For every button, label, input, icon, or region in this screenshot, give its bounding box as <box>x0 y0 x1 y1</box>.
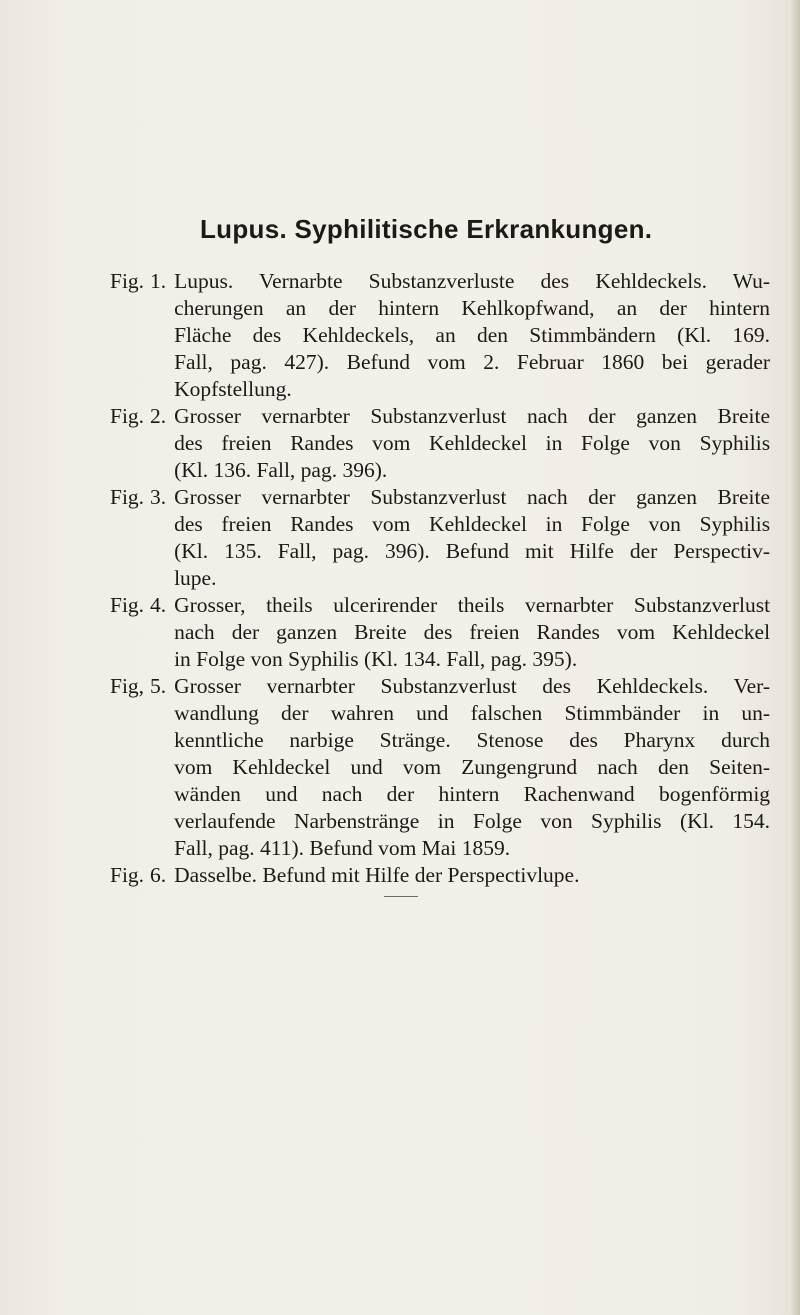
caption-line: kenntliche narbige Stränge. Stenose des Pharynx durch <box>174 728 771 752</box>
caption-line: des freien Randes vom Kehldeckel in Folge von Syphilis <box>174 431 771 455</box>
caption-line: Grosser vernarbter Substanzverlust des Kehldeckels. Ver- <box>174 674 771 698</box>
caption-line: Grosser, theils ulcerirender theils vernarbter Substanzverlust <box>174 593 771 617</box>
caption-line: cherungen an der hintern Kehlkopfwand, an der hintern <box>174 296 771 320</box>
figure-number: 5. <box>149 674 167 698</box>
caption-line: wandlung der wahren und falschen Stimmbänder in un- <box>174 701 771 725</box>
figure-label: Fig. <box>110 269 145 293</box>
caption-line: (Kl. 136. Fall, pag. 396). <box>174 458 388 482</box>
figure-description <box>174 484 770 592</box>
page-edge-shadow <box>790 0 800 1315</box>
figure-description <box>174 592 770 673</box>
figure-label: Fig. <box>110 404 145 428</box>
figure-caption-5 <box>110 673 770 862</box>
figure-label: Fig. <box>110 593 145 617</box>
figure-number: 4. <box>149 593 167 617</box>
caption-line: verlaufende Narbenstränge in Folge von Syphilis (Kl. 154. <box>174 809 771 833</box>
figure-description <box>174 403 770 484</box>
figure-caption-4 <box>110 592 770 673</box>
figure-caption-3 <box>110 484 770 592</box>
figure-number: 1. <box>149 269 167 293</box>
caption-line: Grosser vernarbter Substanzverlust nach der ganzen Breite <box>174 485 771 509</box>
figure-caption-2 <box>110 403 770 484</box>
caption-line: Fall, pag. 411). Befund vom Mai 1859. <box>174 836 511 860</box>
caption-line: vom Kehldeckel und vom Zungengrund nach den Seiten- <box>174 755 771 779</box>
caption-line: in Folge von Syphilis (Kl. 134. Fall, pag. 395). <box>174 647 578 671</box>
figure-captions-list <box>110 268 770 889</box>
caption-line: Grosser vernarbter Substanzverlust nach der ganzen Breite <box>174 404 771 428</box>
figure-description <box>174 862 770 889</box>
figure-label: Fig. <box>110 863 145 887</box>
figure-caption-6 <box>110 862 770 889</box>
figure-label: Fig, <box>110 674 145 698</box>
caption-line: (Kl. 135. Fall, pag. 396). Befund mit Hilfe der Perspectiv- <box>174 539 771 563</box>
figure-description <box>174 673 770 862</box>
caption-line: Kopfstellung. <box>174 377 292 401</box>
caption-line: wänden und nach der hintern Rachenwand bogenförmig <box>174 782 771 806</box>
caption-line: lupe. <box>174 566 217 590</box>
figure-description <box>174 268 770 403</box>
figure-number: 6. <box>149 863 167 887</box>
figure-number: 2. <box>149 404 167 428</box>
caption-line: Lupus. Vernarbte Substanzverluste des Kehldeckels. Wu- <box>174 269 771 293</box>
end-rule-divider <box>384 896 418 897</box>
caption-line: Fläche des Kehldeckels, an den Stimmbändern (Kl. 169. <box>174 323 771 347</box>
caption-line: nach der ganzen Breite des freien Randes vom Kehldeckel <box>174 620 771 644</box>
figure-label: Fig. <box>110 485 145 509</box>
figure-caption-1 <box>110 268 770 403</box>
figure-number: 3. <box>149 485 167 509</box>
caption-line: Dasselbe. Befund mit Hilfe der Perspectivlupe. <box>174 863 580 887</box>
caption-line: des freien Randes vom Kehldeckel in Folge von Syphilis <box>174 512 771 536</box>
page-title: Lupus. Syphilitische Erkrankungen. <box>200 214 653 244</box>
caption-line: Fall, pag. 427). Befund vom 2. Februar 1860 bei gerader <box>174 350 771 374</box>
